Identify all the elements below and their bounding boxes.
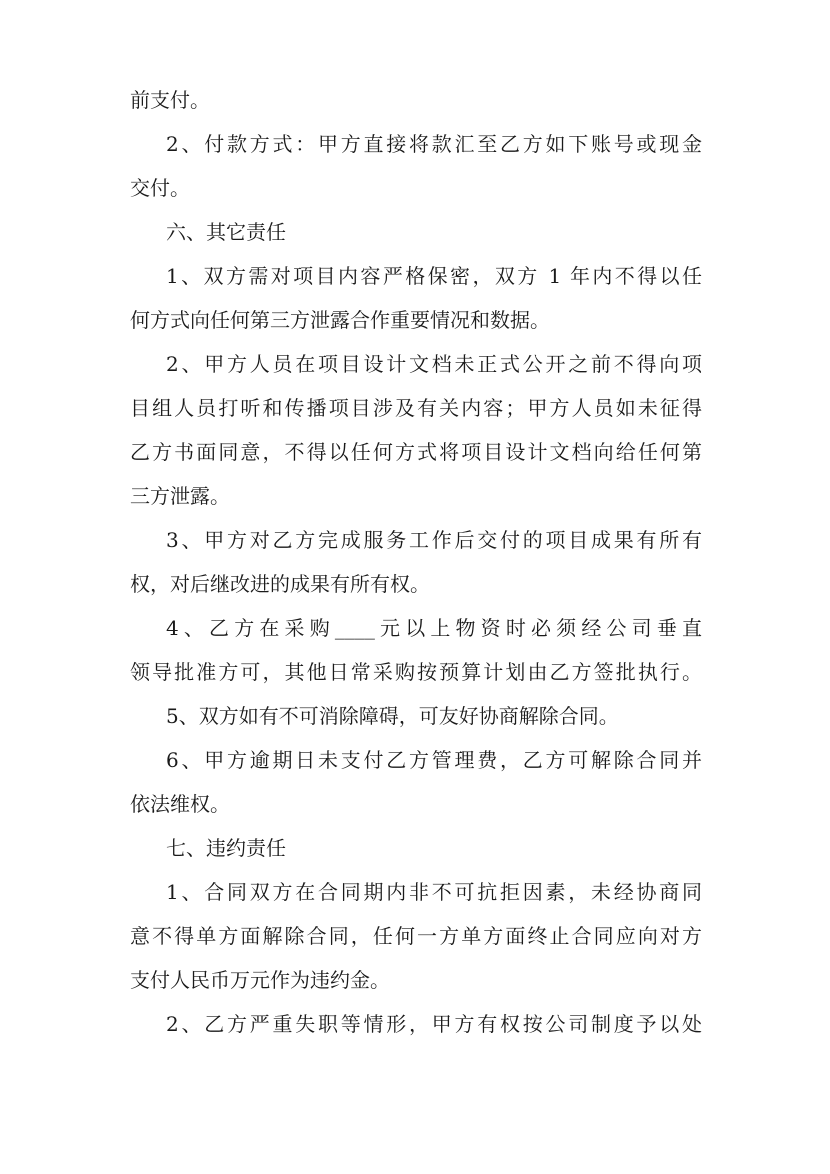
text-line: 六、其它责任 xyxy=(166,220,286,244)
document-page xyxy=(130,78,702,1046)
text-line: 乙方书面同意，不得以任何方式将项目设计文档向给任何第 xyxy=(130,440,702,464)
text-line: 4、乙方在采购____元以上物资时必须经公司垂直 xyxy=(166,616,702,640)
text-line: 6、甲方逾期日未支付乙方管理费，乙方可解除合同并 xyxy=(166,748,702,772)
text-line: 意不得单方面解除合同，任何一方单方面终止合同应向对方 xyxy=(130,924,702,948)
text-line: 目组人员打听和传播项目涉及有关内容；甲方人员如未征得 xyxy=(130,396,702,420)
text-line: 2、乙方严重失职等情形，甲方有权按公司制度予以处 xyxy=(166,1012,702,1036)
text-line: 前支付。 xyxy=(130,88,210,112)
text-line: 5、双方如有不可消除障碍，可友好协商解除合同。 xyxy=(166,704,619,728)
text-line: 支付人民币万元作为违约金。 xyxy=(130,968,390,992)
text-line: 何方式向任何第三方泄露合作重要情况和数据。 xyxy=(130,308,550,332)
text-line: 依法维权。 xyxy=(130,792,230,816)
text-line: 权，对后继改进的成果有所有权。 xyxy=(130,572,430,596)
text-line: 3、甲方对乙方完成服务工作后交付的项目成果有所有 xyxy=(166,528,702,552)
text-line: 2、甲方人员在项目设计文档未正式公开之前不得向项 xyxy=(166,352,702,376)
text-line: 七、违约责任 xyxy=(166,836,286,860)
text-line: 1、合同双方在合同期内非不可抗拒因素，未经协商同 xyxy=(166,880,702,904)
text-line: 领导批准方可，其他日常采购按预算计划由乙方签批执行。 xyxy=(130,660,702,684)
text-line: 三方泄露。 xyxy=(130,484,230,508)
text-line: 1、双方需对项目内容严格保密，双方 1 年内不得以任 xyxy=(166,264,702,288)
text-line: 2、付款方式：甲方直接将款汇至乙方如下账号或现金 xyxy=(166,132,702,156)
text-line: 交付。 xyxy=(130,176,190,200)
